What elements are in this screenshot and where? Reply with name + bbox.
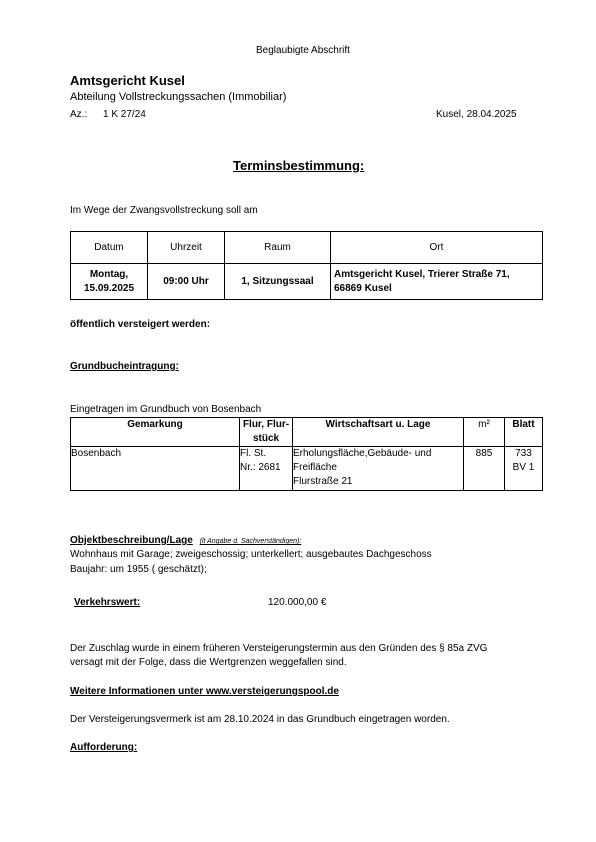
header-flur: Flur, Flur- stück xyxy=(240,418,293,447)
file-ref-label: Az.: xyxy=(70,109,88,120)
header-wirtschaftsart: Wirtschaftsart u. Lage xyxy=(293,418,464,447)
header-raum: Raum xyxy=(225,232,331,264)
market-value-amount: 120.000,00 € xyxy=(268,597,327,608)
schedule-table xyxy=(70,231,543,300)
land-register-intro: Eingetragen im Grundbuch von Bosenbach xyxy=(70,404,262,415)
header-datum: Datum xyxy=(71,232,148,264)
register-note: Der Versteigerungsvermerk ist am 28.10.2024 in das Grundbuch eingetragen worden. xyxy=(70,714,450,725)
schedule-date: Montag, 15.09.2025 xyxy=(71,264,148,300)
land-register-table xyxy=(70,417,543,491)
object-description-line1: Wohnhaus mit Garage; zweigeschossig; unterkellert; ausgebautes Dachgeschoss xyxy=(70,549,432,560)
certified-copy-label: Beglaubigte Abschrift xyxy=(256,45,350,56)
market-value-label: Verkehrswert: xyxy=(74,597,141,608)
request-heading: Aufforderung: xyxy=(70,742,138,753)
schedule-data-row xyxy=(71,264,543,300)
intro-text: Im Wege der Zwangsvollstreckung soll am xyxy=(70,205,258,216)
court-department: Abteilung Vollstreckungssachen (Immobiliar) xyxy=(70,91,287,103)
land-gemarkung: Bosenbach xyxy=(71,447,240,491)
schedule-room: 1, Sitzungssaal xyxy=(225,264,331,300)
note-line2: versagt mit der Folge, dass die Wertgrenzen weggefallen sind. xyxy=(70,657,347,668)
land-register-heading: Grundbucheintragung: xyxy=(70,361,179,372)
object-description-line2: Baujahr: um 1955 ( geschätzt); xyxy=(70,564,207,575)
land-header-row xyxy=(71,418,543,447)
object-heading-note: (lt Angabe d. Sachverständigen): xyxy=(199,538,302,545)
header-area: m² xyxy=(464,418,505,447)
land-blatt: 733 BV 1 xyxy=(505,447,543,491)
land-wirtschaftsart: Erholungsfläche,Gebäude- und Freifläche Flurstraße 21 xyxy=(293,447,464,491)
land-flurstueck: Fl. St. Nr.: 2681 xyxy=(240,447,293,491)
court-name: Amtsgericht Kusel xyxy=(70,73,185,88)
header-ort: Ort xyxy=(331,232,543,264)
header-gemarkung: Gemarkung xyxy=(71,418,240,447)
schedule-header-row xyxy=(71,232,543,264)
note-line1: Der Zuschlag wurde in einem früheren Versteigerungstermin aus den Gründen des § 85a ZVG xyxy=(70,643,488,654)
place-date: Kusel, 28.04.2025 xyxy=(436,109,517,120)
land-area: 885 xyxy=(464,447,505,491)
auction-phrase: öffentlich versteigert werden: xyxy=(70,319,211,330)
object-heading-line xyxy=(70,535,301,546)
document-title: Terminsbestimmung: xyxy=(233,158,365,173)
more-info-link[interactable]: Weitere Informationen unter www.versteigerungspool.de xyxy=(70,686,339,697)
header-uhrzeit: Uhrzeit xyxy=(148,232,225,264)
header-blatt: Blatt xyxy=(505,418,543,447)
object-heading: Objektbeschreibung/Lage xyxy=(70,535,193,546)
land-data-row xyxy=(71,447,543,491)
schedule-place: Amtsgericht Kusel, Trierer Straße 71, 66869 Kusel xyxy=(331,264,543,300)
file-ref: 1 K 27/24 xyxy=(103,109,146,120)
schedule-time: 09:00 Uhr xyxy=(148,264,225,300)
